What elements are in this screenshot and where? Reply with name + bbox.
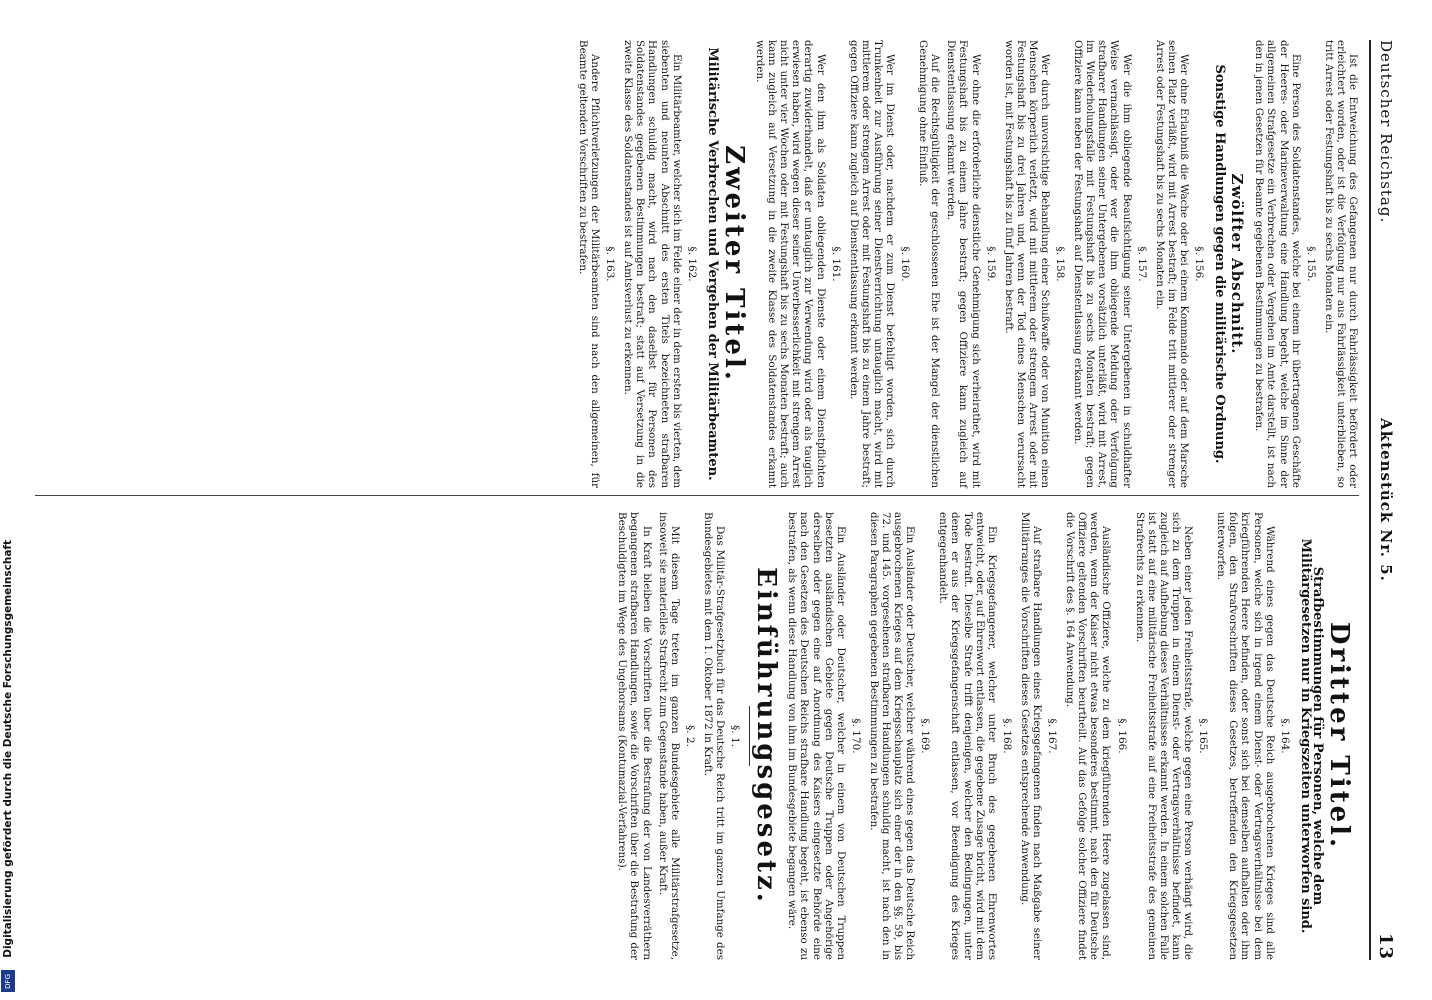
paragraph-number: §. 166. (1115, 718, 1128, 754)
paragraph: Während eines gegen das Deutsche Reich ausgebrochenen Krieges sind alle Personen, welche sich in irgend einem Dienst- oder Vertragsverhältnisse bei dem kriegführenden Heere befinden, oder sonst sich bei demselben aufhalten oder ihm folgen, den Strafvorschriften dieses Gesetzes, betreffenden den Kriegsgesetzen unterworfen. (1215, 512, 1276, 960)
paragraph: Wer durch unvorsichtige Behandlung einer Schußwaffe oder von Munition einen Menschen körperlich verletzt, wird mit mittlerem oder strengem Arrest oder mit Festungshaft bis zu drei Jahren und, wenn der Tod eines Menschen verursacht worden ist, mit Festungshaft bis zu fünf Jahren bestraft. (1002, 40, 1052, 488)
header-publication: Deutscher Reichstag. (1377, 40, 1395, 224)
paragraph: Wer im Dienst oder, nachdem er zum Dienst befehligt worden, sich durch Trunkenheit zur Ausführung seiner Dienstverrichtung untauglich macht, wird mit mittlerem oder strengem Arrest oder mit Festungshaft bis zu einem Jahre bestraft; gegen Offiziere kann zugleich auf Dienstentlassung erkannt werden. (847, 40, 896, 488)
paragraph: Auf die Rechtsgültigkeit der geschlossenen Ehe ist der Mangel der dienstlichen Genehmigung ohne Einfluß. (917, 40, 942, 488)
paragraph-number: §. 167. (1046, 718, 1059, 754)
paragraph: Andere Pflichtverletzungen der Militärbeamten sind nach den allgemeinen, für Beamte geltenden Vorschriften zu bestrafen. (577, 40, 602, 488)
paragraph: Ein Militärbeamter, welcher sich im Felde einer der in dem ersten bis vierten, dem siebenten und neunten Abschnitt des ersten Titels bezeichneten strafbaren Handlungen schuldig macht, wird nach den daselbst für Personen des Soldatenstandes gegebenen Bestimmungen bestraft; statt auf Versetzung in die zweite Klasse des Soldatenstandes ist auf Amtsverlust zu erkennen. (622, 40, 683, 488)
dfg-logo-icon (1, 970, 15, 992)
paragraph-number: §. 157. (1135, 246, 1148, 282)
divider (749, 706, 750, 766)
paragraph-number: §. 159. (984, 246, 997, 282)
paragraph-number: §. 170. (849, 718, 862, 754)
paragraph: Neben einer jeden Freiheitsstrafe, welche gegen eine Person verhängt wird, die sich zu dem Truppen in einem Dienst- oder Vertragsverhältnisse befindet, kann zugleich auf Aufhebung dieses Verhältnisses erkannt werden. In einem solchen Falle ist statt auf eine militärische Freiheitsstrafe auf eine Freiheitsstrafe des gemeinen Strafrechts zu erkennen. (1133, 512, 1195, 960)
right-column (35, 512, 1359, 960)
paragraph: Mit diesem Tage treten im ganzen Bundesgebiete alle Militärstrafgesetze, insoweit sie materielles Strafrecht zum Gegenstande haben, außer Kraft. (656, 512, 681, 960)
title-subheading: Militärische Verbrechen und Vergehen der Militärbeamten. (704, 47, 720, 481)
title-heading: Zweiter Titel. (718, 145, 749, 383)
header-page-number: 13 (1375, 932, 1397, 961)
paragraph: Ein Kriegsgefangener, welcher unter Bruch des gegebenen Ehrenwortes entweicht, oder, auf Ehrenwort entlassen, die gegebene Zusage bricht, wird mit dem Tode bestraft. Dieselbe Strafe trifft denjenigen, welcher den Bedingungen, unter denen er aus der Kriegsgefangenschaft entlassen, vor Beendigung des Krieges entgegenhandelt. (937, 512, 998, 960)
paragraph-number: §. 169. (919, 718, 932, 754)
paragraph: Wer ohne die erforderliche dienstliche Genehmigung sich verheirathet, wird mit Festungshaft bis zu einem Jahre bestraft; gegen Offiziere kann zugleich auf Dienstentlassung erkannt werden. (945, 40, 982, 488)
paragraph: Wer den ihm als Soldaten obliegenden Dienste oder einem Dienstpflichten derartig zuwiderhandelt, daß er untauglich zur Verwendung wird oder als tauglich erwiesen haben, wird wegen dieser seiner Unverbesserlichkeit mit strengem Arrest nicht unter vier Wochen oder mit Festungshaft bis zu sechs Monaten bestraft; auch kann zugleich auf Versetzung in die zweite Klasse des Soldatenstandes erkannt werden. (754, 40, 827, 488)
paragraph-number: §. 1. (729, 725, 742, 747)
paragraph-number: §. 165. (1197, 718, 1210, 754)
left-column (35, 40, 1359, 488)
title-heading: Einführungsgesetz. (751, 567, 782, 905)
paragraph-number: §. 164. (1278, 718, 1291, 754)
paragraph: Ein Ausländer oder Deutscher, welcher in einem von Deutschen Truppen besetzten ausländischen Gebiete gegen Deutsche Truppen oder Angehörige derselben oder gegen eine auf Anordnung des Kaisers eingesetzte Behörde eine nach den Gesetzen des Deutschen Reichs strafbare Handlung begeht, ist ebenso zu bestrafen, als wenn diese Handlung von ihm im Bundesgebiete begangen wäre. (786, 512, 847, 960)
rotated-page (15, 0, 1415, 990)
funding-note-text: Digitalisierung gefördert durch die Deutsche Forschungsgemeinschaft (2, 540, 14, 958)
paragraph-number: §. 168. (1000, 718, 1013, 754)
paragraph-number: §. 156. (1193, 246, 1206, 282)
paragraph-number: §. 2. (683, 725, 696, 747)
paragraph-number: §. 162. (685, 246, 698, 282)
section-heading: Zwölfter Abschnitt. (1228, 173, 1247, 355)
funding-note (0, 540, 16, 980)
paragraph: Ist die Entweichung des Gefangenen nur durch Fahrlässigkeit befördert oder erleichtert worden, oder ist die Verfolgung nur aus Fahrlässigkeit unterblieben, so tritt Arrest oder Festungshaft bis zu sechs Monaten ein. (1322, 40, 1359, 488)
text-columns (35, 40, 1359, 960)
paragraph-number: §. 160. (899, 246, 912, 282)
dfg-logo-text: DFG (4, 973, 12, 989)
paragraph-number: §. 158. (1054, 246, 1067, 282)
section-subheading: Sonstige Handlungen gegen die militärische Ordnung. (1212, 64, 1228, 464)
title-subheading: Strafbestimmungen für Personen, welche dem Militärgesetzen nur in Kriegszeiten unterworfen sind. (1297, 538, 1325, 934)
page-header (1369, 40, 1401, 960)
paragraph-number: §. 155. (1304, 246, 1317, 282)
paragraph: Auf strafbare Handlungen eines Kriegsgefangenen finden nach Maßgabe seiner Militärranges die Vorschriften dieses Gesetzes entsprechende Anwendung. (1018, 512, 1044, 960)
paragraph: In Kraft bleiben die Vorschriften über die Bestrafung der von Landesverräthern begangenen strafbaren Handlungen, sowie die Vorschriften über die Bestrafung der Beschuldigten im Wege des Ungehorsams (Kontumazial-Verfahrens). (616, 512, 653, 960)
title-heading: Dritter Titel. (1324, 621, 1354, 851)
paragraph: Das Militär-Strafgesetzbuch für das Deutsche Reich tritt im ganzen Umfange des Bundesgebietes mit dem 1. Oktober 1872 in Kraft. (701, 512, 727, 960)
paragraph: Ein Ausländer oder Deutscher, welcher während eines gegen das Deutsche Reich ausgebrochenen Krieges auf dem Kriegsschauplatz sich einer der in den §§. 59, bis 72. und 145. vorgesehenen strafbaren Handlungen schuldig macht, ist nach den in diesen Paragraphen gegebenen Bestimmungen zu bestrafen. (867, 512, 917, 960)
paragraph-number: §. 161. (829, 246, 842, 282)
paragraph: Wer die ihm obliegende Beaufsichtigung seiner Untergebenen in schuldhafter Weise vernachlässigt, oder wer die ihm obliegende Meldung oder Verfolgung strafbarer Handlungen seiner Untergebenen vorsätzlich unterläßt, wird mit Arrest, im Wiederholungsfalle mit Festungshaft bis zu sechs Monaten bestraft; gegen Offiziere kann neben der Festungshaft auf Dienstentlassung erkannt werden. (1072, 40, 1133, 488)
paragraph: Ausländische Offiziere, welche zu dem kriegführenden Heere zugelassen sind, werden, wenn der Kaiser nicht etwas besonderes bestimmt, nach den für Deutsche Offiziere geltenden Vorschriften beurtheilt. Auf das Gefolge solcher Offiziere findet die Vorschrift des §. 164 Anwendung. (1064, 512, 1113, 960)
paragraph-number: §. 163. (604, 246, 617, 282)
paragraph: Wer ohne Erlaubniß die Wache oder bei einem Kommando oder auf dem Marsche seinen Platz verläßt, wird mit Arrest bestraft; im Felde tritt mittlerer oder strenger Arrest oder Festungshaft bis zu sechs Monaten ein. (1153, 40, 1190, 488)
paragraph: Eine Person des Soldatenstandes, welche bei einem ihr übertragenen Geschäfte der Heeres- oder Marineverwaltung eine Handlung begeht, welche im Sinne der allgemeinen Strafgesetze ein Verbrechen oder Vergehen im Amte darstellt, ist nach den in jenen Gesetzen für Beamte gegebenen Bestimmungen zu bestrafen. (1253, 40, 1302, 488)
header-document-number: Aktenstück Nr. 5. (1377, 418, 1395, 582)
